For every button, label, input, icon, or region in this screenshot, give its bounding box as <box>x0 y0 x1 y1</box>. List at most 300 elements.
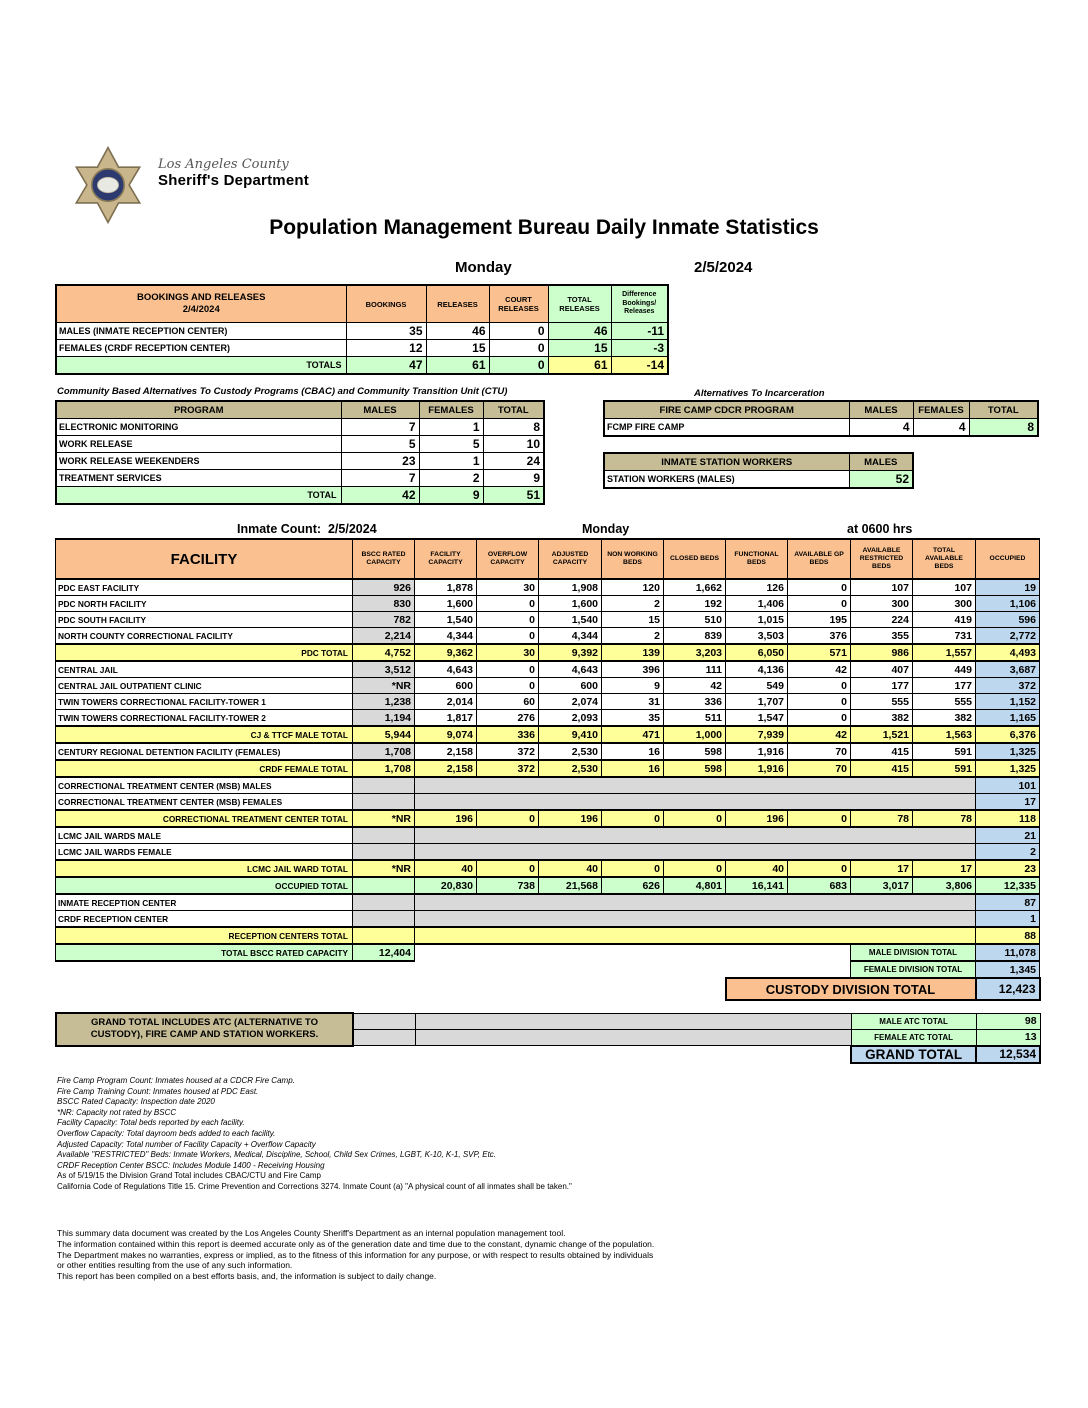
occupied-cell: 101 <box>976 777 1040 794</box>
bscc-cell <box>353 827 415 844</box>
value-cell: 40 <box>726 860 788 877</box>
totals-cell: 61 <box>548 357 611 375</box>
bscc-cell <box>353 894 415 911</box>
occupied-cell: 6,376 <box>976 726 1040 743</box>
facility-label: LCMC JAIL WARDS FEMALE <box>56 844 353 861</box>
fire-camp-table <box>603 400 1039 437</box>
value-cell: 2,158 <box>415 760 477 777</box>
grand-total-value: 12,534 <box>976 1046 1040 1063</box>
value-cell: 626 <box>602 877 664 894</box>
value-cell: 0 <box>788 678 851 694</box>
value-cell: 5 <box>419 436 483 453</box>
value-cell: 1,000 <box>664 726 726 743</box>
value-cell: 336 <box>664 694 726 710</box>
cbac-title: Community Based Alternatives To Custody Programs (CBAC) and Community Transition Unit (CTU) <box>57 386 508 397</box>
bscc-cell: 1,708 <box>353 743 415 760</box>
merged-cell <box>415 927 976 944</box>
bscc-cell: 782 <box>353 612 415 628</box>
occupied-total-row <box>56 877 1040 894</box>
col-overflow-capacity: OVERFLOW CAPACITY <box>477 539 539 579</box>
facility-row <box>56 628 1040 645</box>
value-cell: 1,916 <box>726 743 788 760</box>
value-cell: 0 <box>664 810 726 827</box>
merged-cell <box>415 844 976 861</box>
value-cell: 107 <box>913 579 976 596</box>
grand-total-note: GRAND TOTAL INCLUDES ATC (ALTERNATIVE TO CUSTODY), FIRE CAMP AND STATION WORKERS. <box>56 1013 353 1046</box>
station-workers-header-row <box>604 453 913 471</box>
value-cell: 8 <box>483 419 544 436</box>
value-cell: 196 <box>726 810 788 827</box>
value-cell: 120 <box>602 579 664 596</box>
facility-row <box>56 678 1040 694</box>
grand-total-note-row <box>56 1013 1040 1029</box>
value-cell: 0 <box>477 628 539 645</box>
bookings-totals-row <box>56 357 668 375</box>
grand-total-label: GRAND TOTAL <box>851 1046 976 1063</box>
value-cell: 0 <box>477 661 539 678</box>
cbac-header-row <box>56 401 544 419</box>
value-cell: 276 <box>477 710 539 727</box>
male-division-value: 11,078 <box>976 944 1040 961</box>
female-division-row <box>56 961 1040 978</box>
bscc-cell: 5,944 <box>353 726 415 743</box>
facility-label: CENTURY REGIONAL DETENTION FACILITY (FEMALES) <box>56 743 353 760</box>
totals-cell: 51 <box>483 487 544 505</box>
value-cell: 107 <box>851 579 913 596</box>
cbac-row <box>56 419 544 436</box>
fire-camp-males: 4 <box>849 419 913 437</box>
cbac-table <box>55 400 545 505</box>
value-cell: 511 <box>664 710 726 727</box>
facility-label: CENTRAL JAIL OUTPATIENT CLINIC <box>56 678 353 694</box>
value-cell: 0 <box>477 612 539 628</box>
value-cell: 12 <box>346 340 426 357</box>
cbac-row <box>56 436 544 453</box>
male-atc-label: MALE ATC TOTAL <box>851 1013 976 1029</box>
value-cell: 1,540 <box>415 612 477 628</box>
footnotes <box>57 1076 572 1193</box>
value-cell: 1,908 <box>539 579 602 596</box>
footnote-line: Fire Camp Program Count: Inmates housed at a CDCR Fire Camp. <box>57 1076 295 1085</box>
custody-division-row <box>56 978 1040 1000</box>
col-facility-capacity: FACILITY CAPACITY <box>415 539 477 579</box>
value-cell: 9 <box>602 678 664 694</box>
footnote-line: BSCC Rated Capacity: Inspection date 2020 <box>57 1097 215 1107</box>
value-cell: 1 <box>419 453 483 470</box>
col-facility: FACILITY <box>56 539 353 579</box>
custody-division-value: 12,423 <box>976 978 1040 1000</box>
totals-cell: 42 <box>341 487 419 505</box>
facility-row <box>56 710 1040 727</box>
col-court-releases: COURT RELEASES <box>489 285 548 323</box>
facility-row <box>56 794 1040 811</box>
facility-label: PDC TOTAL <box>56 644 353 661</box>
value-cell: 2,074 <box>539 694 602 710</box>
value-cell: 78 <box>913 810 976 827</box>
value-cell: 0 <box>788 810 851 827</box>
bscc-total-value: 12,404 <box>353 944 415 961</box>
sheriff-star-icon <box>66 146 150 224</box>
footnote-line: California Code of Regulations Title 15. Crime Prevention and Corrections 3274. Inmate Count (a) "A physical count of all inmates shall be taken." <box>57 1181 572 1191</box>
value-cell: 9,410 <box>539 726 602 743</box>
footnote-line: Facility Capacity: Total beds reported by each facility. <box>57 1118 245 1128</box>
fire-camp-females: 4 <box>913 419 969 437</box>
value-cell: 3,503 <box>726 628 788 645</box>
bscc-total-label: TOTAL BSCC RATED CAPACITY <box>56 944 353 961</box>
value-cell: 300 <box>913 596 976 612</box>
occupied-cell: 3,687 <box>976 661 1040 678</box>
value-cell: 382 <box>851 710 913 727</box>
value-cell: -3 <box>611 340 668 357</box>
value-cell: 355 <box>851 628 913 645</box>
col-total-releases: TOTAL RELEASES <box>548 285 611 323</box>
fire-camp-total: 8 <box>969 419 1038 437</box>
fire-camp-label: FCMP FIRE CAMP <box>604 419 849 437</box>
value-cell: 70 <box>788 760 851 777</box>
value-cell: 0 <box>788 710 851 727</box>
occupied-cell: 17 <box>976 794 1040 811</box>
merged-cell <box>415 794 976 811</box>
value-cell: 598 <box>664 743 726 760</box>
value-cell: 2 <box>602 628 664 645</box>
totals-label: RECEPTION CENTERS TOTAL <box>56 927 353 944</box>
value-cell: 42 <box>788 726 851 743</box>
value-cell: 1,406 <box>726 596 788 612</box>
value-cell: 30 <box>477 644 539 661</box>
male-atc-value: 98 <box>976 1013 1040 1029</box>
value-cell: 2 <box>419 470 483 487</box>
value-cell: 738 <box>477 877 539 894</box>
agency-name <box>158 158 309 188</box>
col-total-available-beds: TOTAL AVAILABLE BEDS <box>913 539 976 579</box>
value-cell: 9,392 <box>539 644 602 661</box>
totals-label: TOTALS <box>56 357 346 375</box>
totals-label: TOTAL <box>56 487 341 505</box>
col-occupied: OCCUPIED <box>976 539 1040 579</box>
bscc-cell: 4,752 <box>353 644 415 661</box>
value-cell: 1,557 <box>913 644 976 661</box>
col-closed-beds: CLOSED BEDS <box>664 539 726 579</box>
occupied-cell: 2 <box>976 844 1040 861</box>
col-available-gp-beds: AVAILABLE GP BEDS <box>788 539 851 579</box>
facility-row <box>56 579 1040 596</box>
footnote-line: Fire Camp Training Count: Inmates housed at PDC East. <box>57 1086 259 1096</box>
value-cell: 555 <box>913 694 976 710</box>
spacer-cell <box>353 1013 415 1029</box>
totals-cell: 9 <box>419 487 483 505</box>
value-cell: 2 <box>602 596 664 612</box>
value-cell: 35 <box>346 323 426 340</box>
value-cell: 4,136 <box>726 661 788 678</box>
value-cell: 31 <box>602 694 664 710</box>
value-cell: 60 <box>477 694 539 710</box>
facility-label: LCMC JAIL WARD TOTAL <box>56 860 353 877</box>
value-cell: 4,344 <box>539 628 602 645</box>
facility-row <box>56 911 1040 928</box>
value-cell: 1,600 <box>415 596 477 612</box>
row-label: FEMALES (CRDF RECEPTION CENTER) <box>56 340 346 357</box>
value-cell: 7 <box>341 419 419 436</box>
value-cell: 111 <box>664 661 726 678</box>
value-cell: 336 <box>477 726 539 743</box>
facility-total-row <box>56 760 1040 777</box>
sheriff-logo <box>66 146 309 224</box>
cbac-total-row <box>56 487 544 505</box>
occupied-cell: 1,165 <box>976 710 1040 727</box>
report-day: Monday <box>455 259 512 276</box>
value-cell: 415 <box>851 760 913 777</box>
row-label: WORK RELEASE <box>56 436 341 453</box>
occupied-cell: 1 <box>976 911 1040 928</box>
occupied-cell: 118 <box>976 810 1040 827</box>
value-cell: 683 <box>788 877 851 894</box>
facility-label: CORRECTIONAL TREATMENT CENTER TOTAL <box>56 810 353 827</box>
totals-cell: -14 <box>611 357 668 375</box>
value-cell: 0 <box>664 860 726 877</box>
value-cell: 15 <box>548 340 611 357</box>
value-cell: 0 <box>477 810 539 827</box>
value-cell: 196 <box>539 810 602 827</box>
value-cell: 4,344 <box>415 628 477 645</box>
value-cell: 1,540 <box>539 612 602 628</box>
col-males: MALES <box>849 401 913 419</box>
bookings-releases-table <box>55 284 669 375</box>
station-workers-count: 52 <box>849 471 913 489</box>
spacer <box>56 961 851 978</box>
row-label: ELECTRONIC MONITORING <box>56 419 341 436</box>
facility-label: LCMC JAIL WARDS MALE <box>56 827 353 844</box>
value-cell: 600 <box>539 678 602 694</box>
value-cell: 0 <box>788 579 851 596</box>
value-cell: 40 <box>415 860 477 877</box>
bscc-cell <box>353 794 415 811</box>
bookings-row <box>56 340 668 357</box>
facility-label: CRDF FEMALE TOTAL <box>56 760 353 777</box>
facility-row <box>56 612 1040 628</box>
grand-total-table <box>55 1012 1041 1064</box>
occupied-cell: 1,325 <box>976 743 1040 760</box>
col-total: TOTAL <box>969 401 1038 419</box>
facility-row <box>56 743 1040 760</box>
station-workers-row <box>604 471 913 489</box>
value-cell: 21,568 <box>539 877 602 894</box>
col-program: PROGRAM <box>56 401 341 419</box>
value-cell: 415 <box>851 743 913 760</box>
value-cell: 35 <box>602 710 664 727</box>
value-cell: 126 <box>726 579 788 596</box>
value-cell: 46 <box>426 323 489 340</box>
value-cell: 396 <box>602 661 664 678</box>
value-cell: 1 <box>419 419 483 436</box>
facility-row <box>56 844 1040 861</box>
spacer-cell <box>415 1029 851 1046</box>
value-cell: 78 <box>851 810 913 827</box>
station-workers-table <box>603 452 914 489</box>
merged-cell <box>415 911 976 928</box>
value-cell: 24 <box>483 453 544 470</box>
disclaimer <box>57 1228 654 1282</box>
bscc-cell: *NR <box>353 678 415 694</box>
bscc-cell: 3,512 <box>353 661 415 678</box>
occupied-cell: 1,325 <box>976 760 1040 777</box>
facility-label: TWIN TOWERS CORRECTIONAL FACILITY-TOWER 2 <box>56 710 353 727</box>
value-cell: 839 <box>664 628 726 645</box>
facility-row <box>56 694 1040 710</box>
grand-total-row <box>56 1046 1040 1063</box>
occupied-cell: 19 <box>976 579 1040 596</box>
value-cell: 16 <box>602 760 664 777</box>
value-cell: 9,362 <box>415 644 477 661</box>
row-label: TREATMENT SERVICES <box>56 470 341 487</box>
bscc-cell: *NR <box>353 860 415 877</box>
bscc-cell <box>353 911 415 928</box>
value-cell: 30 <box>477 579 539 596</box>
occupied-cell: 88 <box>976 927 1040 944</box>
bscc-cell: *NR <box>353 810 415 827</box>
occupied-cell: 87 <box>976 894 1040 911</box>
col-difference: Difference Bookings/ Releases <box>611 285 668 323</box>
bscc-cell <box>353 777 415 794</box>
facility-header-row <box>56 539 1040 579</box>
col-functional-beds: FUNCTIONAL BEDS <box>726 539 788 579</box>
value-cell: 1,600 <box>539 596 602 612</box>
bscc-cell: 926 <box>353 579 415 596</box>
male-division-label: MALE DIVISION TOTAL <box>851 944 976 961</box>
value-cell: 1,707 <box>726 694 788 710</box>
report-date: 2/5/2024 <box>694 259 753 276</box>
station-workers-label: STATION WORKERS (MALES) <box>604 471 849 489</box>
row-label: MALES (INMATE RECEPTION CENTER) <box>56 323 346 340</box>
value-cell: 5 <box>341 436 419 453</box>
totals-cell: 47 <box>346 357 426 375</box>
occupied-cell: 372 <box>976 678 1040 694</box>
col-bscc-rated-capacity: BSCC RATED CAPACITY <box>353 539 415 579</box>
value-cell: 4,801 <box>664 877 726 894</box>
facility-label: NORTH COUNTY CORRECTIONAL FACILITY <box>56 628 353 645</box>
facility-total-row <box>56 726 1040 743</box>
female-division-label: FEMALE DIVISION TOTAL <box>851 961 976 978</box>
col-total: TOTAL <box>483 401 544 419</box>
value-cell: 4,643 <box>539 661 602 678</box>
custody-division-label: CUSTODY DIVISION TOTAL <box>726 978 976 1000</box>
facility-row <box>56 777 1040 794</box>
facility-total-row <box>56 644 1040 661</box>
disclaimer-line: The information contained within this report is deemed accurate only as of the generation date and time due to the constant, dynamic change of the population. <box>57 1238 655 1249</box>
bookings-title: BOOKINGS AND RELEASES 2/4/2024 <box>56 285 346 323</box>
value-cell: 15 <box>426 340 489 357</box>
col-available-restricted-beds: AVAILABLE RESTRICTED BEDS <box>851 539 913 579</box>
value-cell: 1,015 <box>726 612 788 628</box>
female-atc-label: FEMALE ATC TOTAL <box>851 1029 976 1046</box>
value-cell: 598 <box>664 760 726 777</box>
value-cell: 6,050 <box>726 644 788 661</box>
occupied-cell: 2,772 <box>976 628 1040 645</box>
value-cell: 449 <box>913 661 976 678</box>
value-cell: 2,014 <box>415 694 477 710</box>
facility-label: PDC EAST FACILITY <box>56 579 353 596</box>
value-cell: 549 <box>726 678 788 694</box>
page-title: Population Management Bureau Daily Inmate Statistics <box>269 216 819 239</box>
value-cell: 0 <box>477 678 539 694</box>
value-cell: 471 <box>602 726 664 743</box>
value-cell: 510 <box>664 612 726 628</box>
value-cell: 9,074 <box>415 726 477 743</box>
value-cell: 1,916 <box>726 760 788 777</box>
facility-statistics-table <box>55 538 1041 1001</box>
value-cell: 571 <box>788 644 851 661</box>
fire-camp-row <box>604 419 1038 437</box>
facility-row <box>56 661 1040 678</box>
value-cell: 2,093 <box>539 710 602 727</box>
value-cell: 20,830 <box>415 877 477 894</box>
value-cell: 0 <box>489 323 548 340</box>
female-atc-value: 13 <box>976 1029 1040 1046</box>
value-cell: 192 <box>664 596 726 612</box>
value-cell: 591 <box>913 743 976 760</box>
value-cell: 1,563 <box>913 726 976 743</box>
facility-label: OCCUPIED TOTAL <box>56 877 353 894</box>
col-males: MALES <box>341 401 419 419</box>
value-cell: 17 <box>851 860 913 877</box>
occupied-cell: 596 <box>976 612 1040 628</box>
col-non-working-beds: NON WORKING BEDS <box>602 539 664 579</box>
value-cell: 16 <box>602 743 664 760</box>
bscc-cell: 1,194 <box>353 710 415 727</box>
col-females: FEMALES <box>913 401 969 419</box>
alternatives-title: Alternatives To Incarceration <box>694 388 825 399</box>
value-cell: 372 <box>477 743 539 760</box>
value-cell: 46 <box>548 323 611 340</box>
value-cell: 4,643 <box>415 661 477 678</box>
facility-row <box>56 894 1040 911</box>
bscc-total-row <box>56 944 1040 961</box>
value-cell: 196 <box>415 810 477 827</box>
facility-label: PDC SOUTH FACILITY <box>56 612 353 628</box>
value-cell: 0 <box>788 860 851 877</box>
value-cell: 40 <box>539 860 602 877</box>
value-cell: 2,158 <box>415 743 477 760</box>
footnote-line: As of 5/19/15 the Division Grand Total includes CBAC/CTU and Fire Camp <box>57 1171 321 1181</box>
inmate-count-label: Inmate Count: 2/5/2024 <box>237 522 377 536</box>
facility-total-row <box>56 927 1040 944</box>
value-cell: 16,141 <box>726 877 788 894</box>
value-cell: -11 <box>611 323 668 340</box>
value-cell: 195 <box>788 612 851 628</box>
value-cell: 3,203 <box>664 644 726 661</box>
fire-camp-header-row <box>604 401 1038 419</box>
merged-cell <box>415 827 976 844</box>
value-cell: 10 <box>483 436 544 453</box>
value-cell: 7,939 <box>726 726 788 743</box>
agency-county-text: Los Angeles County <box>158 157 289 172</box>
occupied-cell: 4,493 <box>976 644 1040 661</box>
value-cell: 986 <box>851 644 913 661</box>
facility-total-row <box>56 860 1040 877</box>
value-cell: 1,878 <box>415 579 477 596</box>
value-cell: 0 <box>602 860 664 877</box>
value-cell: 600 <box>415 678 477 694</box>
col-fire-camp-program: FIRE CAMP CDCR PROGRAM <box>604 401 849 419</box>
value-cell: 9 <box>483 470 544 487</box>
value-cell: 42 <box>664 678 726 694</box>
value-cell: 42 <box>788 661 851 678</box>
facility-label: TWIN TOWERS CORRECTIONAL FACILITY-TOWER 1 <box>56 694 353 710</box>
footnote-line: *NR: Capacity not rated by BSCC <box>57 1107 177 1117</box>
merged-cell <box>415 894 976 911</box>
value-cell: 2,530 <box>539 743 602 760</box>
value-cell: 0 <box>489 340 548 357</box>
value-cell: 3,806 <box>913 877 976 894</box>
